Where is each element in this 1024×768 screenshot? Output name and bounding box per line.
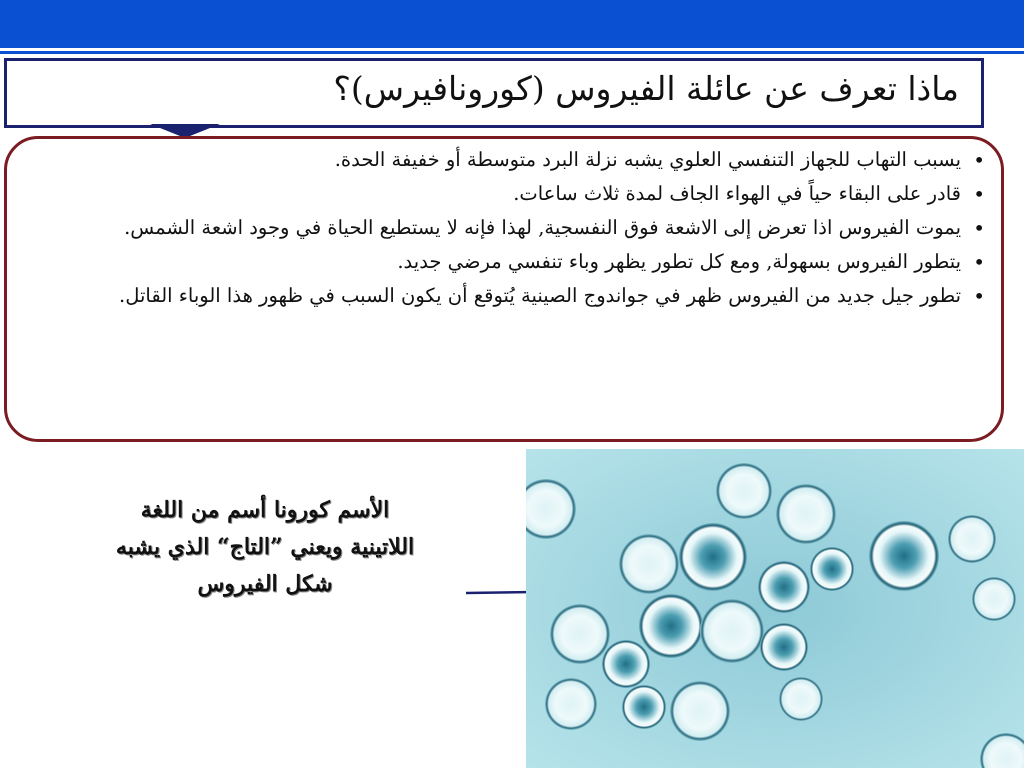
virion-particle: [760, 623, 808, 671]
caption-line: شكل الفيروس: [197, 570, 333, 597]
virion-particle: [779, 677, 823, 721]
virion-particle: [679, 523, 747, 591]
page-title: ماذا تعرف عن عائلة الفيروس (كورونافيرس)؟: [333, 69, 959, 108]
virion-particle: [619, 534, 679, 594]
bullet-item: • يموت الفيروس اذا تعرض إلى الاشعة فوق النفسجية, لهذا فإنه لا يستطيع الحياة في وجود اشعة الشمس.: [23, 215, 961, 241]
caption-line: اللاتينية ويعني ”التاج“ الذي يشبه: [115, 533, 415, 560]
title-box: [4, 58, 984, 128]
virion-particle: [810, 547, 854, 591]
content-box: [4, 136, 1004, 442]
virion-particle: [622, 685, 666, 729]
bullet-item: • يتطور الفيروس بسهولة, ومع كل تطور يظهر وباء تنفسي مرضي جديد.: [23, 249, 961, 275]
header-underline: [0, 51, 1024, 54]
bullet-item: • تطور جيل جديد من الفيروس ظهر في جواندوج الصينية يُتوقع أن يكون السبب في ظهور هذا الوباء القاتل.: [23, 283, 961, 309]
virion-particle: [948, 515, 996, 563]
virion-particle: [545, 678, 597, 730]
virion-particle: [972, 577, 1016, 621]
bullet-item: • قادر على البقاء حياً في الهواء الجاف لمدة ثلاث ساعات.: [23, 181, 961, 207]
virion-particle: [758, 561, 810, 613]
bullet-list: [23, 147, 987, 317]
caption-line: الأسم كورونا أسم من اللغة: [140, 497, 390, 523]
virion-particle: [550, 604, 610, 664]
virion-particle: [716, 463, 772, 519]
virion-particle: [869, 521, 939, 591]
image-caption: [60, 492, 470, 603]
virion-particle: [639, 594, 703, 658]
bullet-item: • يسبب التهاب للجهاز التنفسي العلوي يشبه نزلة البرد متوسطة أو خفيفة الحدة.: [23, 147, 961, 173]
coronavirus-micrograph: [526, 449, 1024, 768]
virion-particle: [602, 640, 650, 688]
virion-particle: [670, 681, 730, 741]
virion-particle: [700, 599, 764, 663]
virion-particle: [776, 484, 836, 544]
header-bar: [0, 0, 1024, 48]
